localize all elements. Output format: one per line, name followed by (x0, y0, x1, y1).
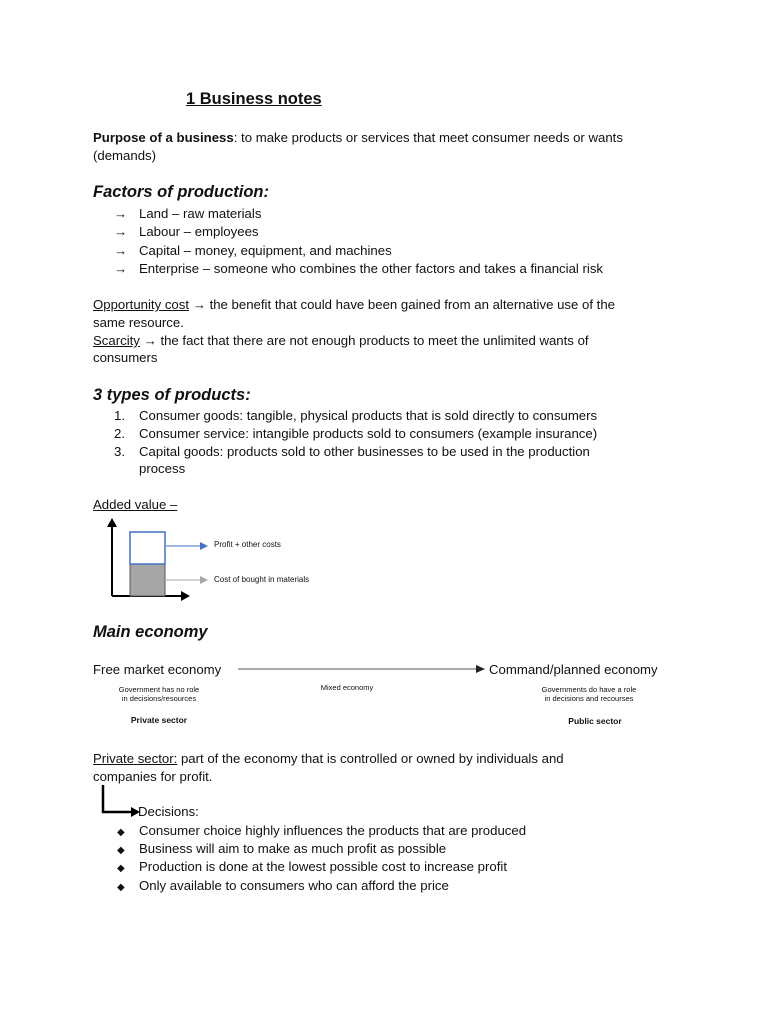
profit-arrowhead (200, 542, 208, 550)
cost-label: Cost of bought in materials (214, 575, 310, 584)
list-item-continuation: process (139, 461, 186, 476)
command-description: Governments do have a role in decisions and recourses (541, 685, 637, 703)
factors-heading: Factors of production: (93, 183, 269, 201)
diamond-bullet-icon: ◆ (117, 845, 125, 856)
list-item: → Land – raw materials (114, 206, 262, 221)
mixed-economy-label: Mixed economy (320, 683, 374, 692)
products-heading: 3 types of products: (93, 386, 251, 404)
purpose-label: Purpose of a business (93, 130, 234, 145)
list-item: 1. Consumer goods: tangible, physical products that is sold directly to consumers (114, 408, 598, 423)
decisions-label: Decisions: (138, 804, 199, 819)
private-sector-label: Private sector (130, 715, 188, 725)
x-axis-arrowhead (181, 591, 190, 601)
scarcity-term: Scarcity (93, 333, 140, 348)
economy-heading: Main economy (93, 623, 208, 641)
free-market-label: Free market economy (93, 662, 222, 677)
profit-label: Profit + other costs (214, 540, 281, 549)
arrow-icon: → (192, 297, 206, 312)
arrow-icon: → (114, 243, 128, 258)
diamond-bullet-icon: ◆ (117, 827, 125, 838)
list-item: → Enterprise – someone who combines the other factors and takes a financial risk (114, 261, 604, 276)
added-value-label: Added value – (93, 497, 178, 512)
list-item: ◆ Only available to consumers who can afford the price (117, 877, 449, 897)
opportunity-definition: the benefit that could have been gained from an alternative use of the (209, 297, 615, 312)
opportunity-line-2: same resource. (93, 315, 184, 330)
scarcity-definition: the fact that there are not enough products to meet the unlimited wants of (160, 333, 589, 348)
decisions-connector (103, 785, 133, 812)
opportunity-term: Opportunity cost (93, 297, 190, 312)
list-item: 3. Capital goods: products sold to other businesses to be used in the production (114, 444, 590, 459)
arrow-icon: → (114, 224, 128, 239)
purpose-text: : to make products or services that meet consumer needs or wants (233, 130, 623, 145)
command-economy-label: Command/planned economy (489, 662, 658, 677)
diamond-bullet-icon: ◆ (117, 882, 125, 893)
economy-spectrum-arrowhead (476, 665, 485, 673)
arrow-icon: → (143, 333, 157, 348)
page-title: 1 Business notes (186, 90, 322, 108)
public-sector-label: Public sector (568, 716, 622, 726)
list-item: 2. Consumer service: intangible products sold to consumers (example insurance) (114, 426, 598, 441)
list-item: → Labour – employees (114, 224, 259, 239)
private-sector-line-2: companies for profit. (93, 769, 213, 784)
arrow-icon: → (114, 206, 128, 221)
cost-bar (130, 564, 165, 596)
cost-arrowhead (200, 576, 208, 584)
free-market-description: Government has no role in decisions/resources (118, 685, 200, 703)
private-sector-term: Private sector: (93, 751, 178, 766)
list-item: ◆ Business will aim to make as much profit as possible (117, 840, 446, 860)
list-item: ◆ Production is done at the lowest possible cost to increase profit (117, 858, 507, 878)
private-sector-line-1 (93, 750, 564, 768)
purpose-line-2: (demands) (93, 148, 157, 163)
scarcity-line-2: consumers (93, 350, 158, 365)
list-item: ◆ Consumer choice highly influences the products that are produced (117, 822, 526, 842)
private-sector-definition: part of the economy that is controlled or owned by individuals and (177, 751, 564, 766)
diamond-bullet-icon: ◆ (117, 863, 125, 874)
list-item: → Capital – money, equipment, and machines (114, 243, 392, 258)
arrow-icon: → (114, 261, 128, 276)
y-axis-arrowhead (107, 518, 117, 527)
profit-bar (130, 532, 165, 564)
